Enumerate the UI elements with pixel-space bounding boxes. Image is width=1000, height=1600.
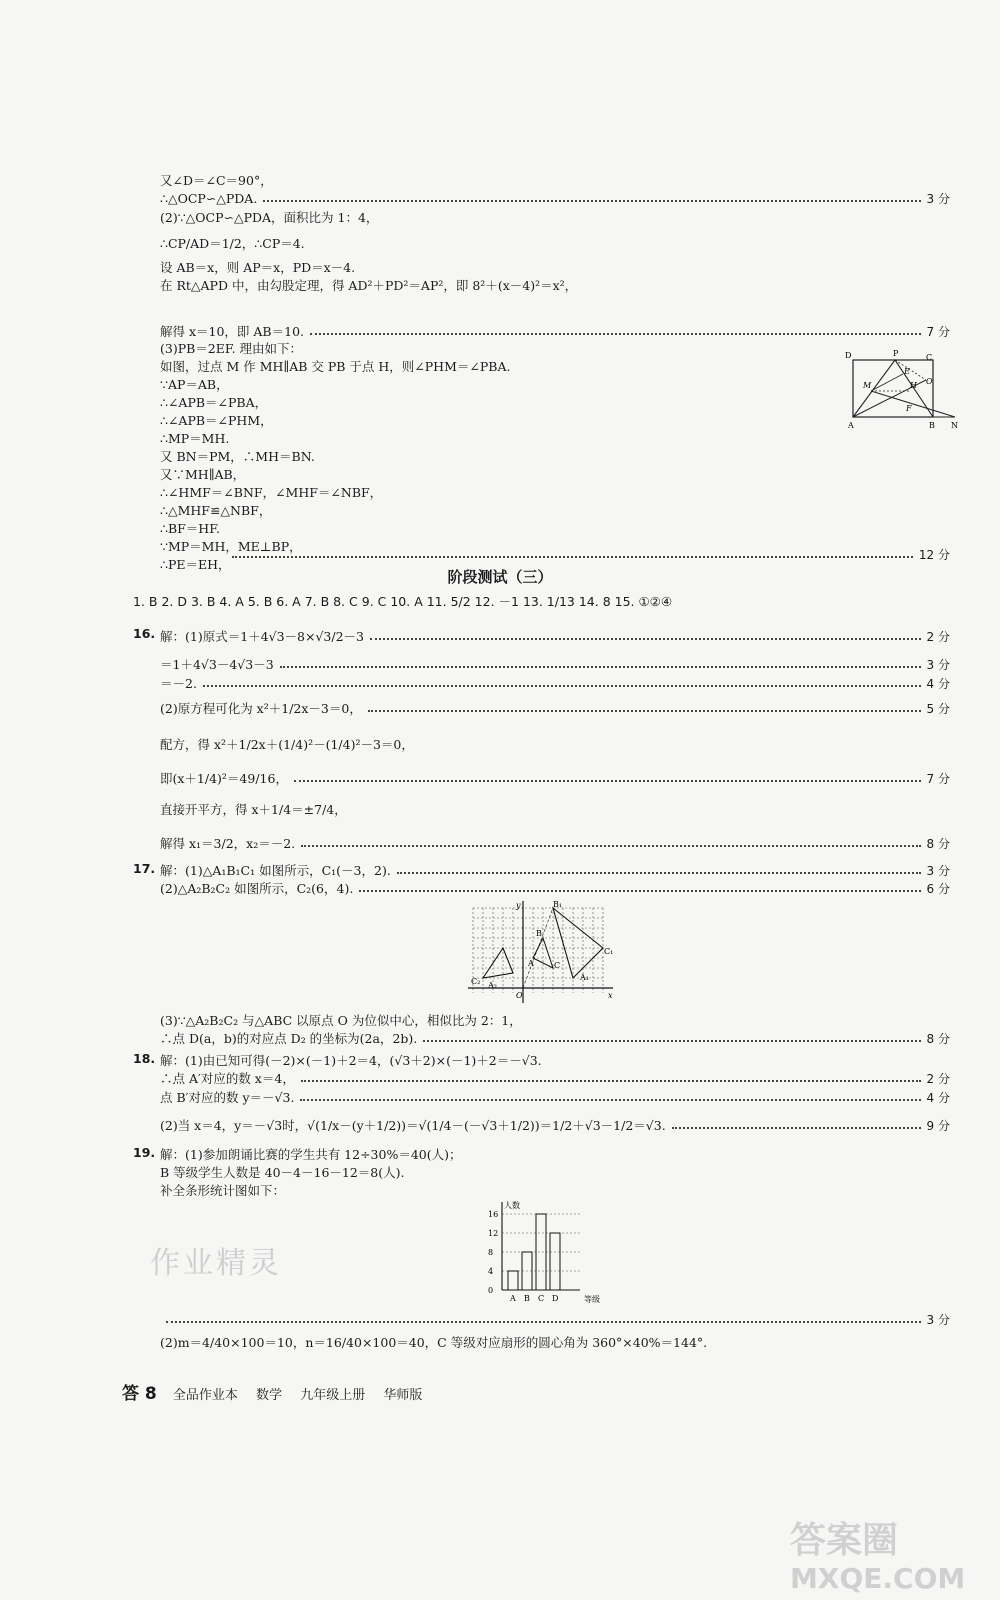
score: 2 分 [926,629,950,644]
ray-ob [523,908,553,988]
edition: 华师版 [383,1388,423,1403]
proof-line-scored: 解得 x＝10，即 AB＝10. 7 分 [160,324,950,339]
book-title: 全品作业本 [172,1388,238,1403]
triangle-a1b1c1 [483,948,513,978]
solution-line-scored: 解：(1)△A₁B₁C₁ 如图所示，C₁(－3，2). 3 分 [160,863,950,878]
watermark-url: MXQE.COM [790,1562,966,1595]
label-c1: C₁ [604,947,614,956]
label-n: N [951,421,958,430]
chart-y-tick: 16 [488,1210,499,1219]
proof-line: ∴MP＝MH. [160,431,230,446]
axis-label-y: y [516,901,521,910]
solution-line: 直接开平方，得 x＋1/4＝±7/4， [160,802,347,817]
score: 7 分 [926,324,950,339]
question-number: 16. [133,626,156,641]
watermark-logo: 答案圈 [790,1520,899,1561]
page-number: 答 8 [122,1384,157,1404]
page-footer [122,1379,436,1404]
label-h: H [910,381,917,390]
chart-x-tick: B [524,1294,530,1303]
solution-line-scored: (2)当 x＝4，y＝－√3时，√(1/x－(y＋1/2))＝√(1/4－(－√3＋1/2))＝1/2＋√3－1/2＝√3. 9 分 [160,1118,950,1133]
label-e: E [904,367,910,376]
chart-x-label: 等级 [584,1295,600,1304]
proof-line: ∴PE＝EH， [160,557,231,572]
proof-line-scored: ∴△OCP∽△PDA. 3 分 [160,190,950,206]
proof-line: ∵AP＝AB， [160,377,229,392]
solution-line: 解：(1)由已知可得(－2)×(－1)＋2＝4，(√3＋2)×(－1)＋2＝－√3. [160,1053,542,1068]
section-title: 阶段测试（三） [447,568,553,586]
score: 9 分 [926,1118,950,1133]
label-c: C [554,961,561,970]
question-number: 18. [133,1051,156,1066]
chart-y-label: 人数 [504,1201,520,1210]
watermark-text: 作业精灵 [150,1246,282,1281]
score: 3 分 [926,657,950,672]
origin-label: O [516,991,523,1000]
score: 12 分 [918,547,950,562]
label-b: B [929,421,935,430]
solution-line-scored: ＝－2. 4 分 [160,676,950,691]
chart-bar [508,1271,518,1290]
segment-mn [871,391,955,417]
score: 3 分 [926,191,950,206]
label-b1: B₁ [553,900,563,909]
score: 5 分 [926,701,950,716]
score: 2 分 [926,1071,950,1086]
solution-line: 配方，得 x²＋1/2x＋(1/4)²－(1/4)²－3＝0， [160,737,414,752]
label-f: F [906,404,912,413]
chart-x-tick: A [510,1294,516,1303]
solution-line: 解：(1)参加朗诵比赛的学生共有 12÷30%＝40(人)； [160,1147,462,1162]
proof-line: (3)PB＝2EF. 理由如下： [160,341,303,356]
solution-line-scored: ∴点 D(a，b)的对应点 D₂ 的坐标为(2a，2b). 8 分 [160,1031,950,1046]
solution-line-scored: 点 B′对应的数 y＝－√3. 4 分 [160,1090,950,1105]
chart-bar [536,1214,546,1290]
solution-line-scored: (2)△A₂B₂C₂ 如图所示，C₂(6，4). 6 分 [160,881,950,896]
proof-line: 又 BN＝PM，∴MH＝BN. [160,449,315,464]
proof-line: 又∠D＝∠C＝90°， [160,173,273,188]
solution-line: (2)m＝4/40×100＝10，n＝16/40×100＝40，C 等级对应扇形的圆心角为 360°×40%＝144°. [160,1335,708,1350]
label-a: A [848,421,854,430]
coordinate-grid-figure [468,898,618,1006]
proof-line: ∴∠APB＝∠PHM， [160,413,273,428]
proof-line: (2)∵△OCP∽△PDA，面积比为 1：4， [160,210,379,225]
answer-key: 1. B 2. D 3. B 4. A 5. B 6. A 7. B 8. C 9. C 10. A 11. 5/2 12. －1 13. 1/13 14. 8 15. ①②④ [133,594,673,609]
segment-po [895,360,926,380]
solution-line-scored: 解得 x₁＝3/2，x₂＝－2. 8 分 [160,836,950,851]
proof-line: 如图，过点 M 作 MH∥AB 交 PB 于点 H，则∠PHM＝∠PBA. [160,359,511,374]
proof-line: 在 Rt△APD 中，由勾股定理，得 AD²＋PD²＝AP²，即 8²＋(x－4)²＝x²， [160,278,578,293]
score: 4 分 [926,1090,950,1105]
score: 8 分 [926,1031,950,1046]
proof-line: ∵MP＝MH，ME⊥BP， [160,539,302,554]
solution-line: B 等级学生人数是 40－4－16－12＝8(人). [160,1165,405,1180]
proof-line: ∴∠HMF＝∠BNF，∠MHF＝∠NBF， [160,485,383,500]
bar-chart [480,1196,620,1308]
solution-line: 补全条形统计图如下： [160,1183,286,1198]
score: 3 分 [926,863,950,878]
chart-y-tick: 8 [488,1248,494,1257]
score: 6 分 [926,881,950,896]
proof-line-scored [160,545,950,563]
label-p: P [893,349,899,358]
solution-line-scored: ＝1＋4√3－4√3－3 3 分 [160,657,950,672]
question-number: 17. [133,861,156,876]
solution-line-scored: 即(x＋1/4)²＝49/16， 7 分 [160,771,950,786]
label-o: O [926,377,933,386]
label-b: B [536,929,542,938]
label-c2: C₂ [471,977,481,986]
label-a: A [528,959,534,968]
proof-line: ∴∠APB＝∠PBA， [160,395,268,410]
label-a2: A₂ [488,981,497,990]
segment-me [871,374,903,391]
chart-y-tick: 4 [488,1267,494,1276]
chart-x-tick: C [538,1294,545,1303]
proof-line: 设 AB＝x，则 AP＝x，PD＝x－4. [160,260,356,275]
chart-x-tick: D [552,1294,559,1303]
solution-line: (3)∵△A₂B₂C₂ 与△ABC 以原点 O 为位似中心，相似比为 2：1， [160,1013,522,1028]
geometry-figure [843,348,963,433]
score: 3 分 [926,1312,950,1327]
chart-y-tick: 0 [488,1286,494,1295]
label-c: C [926,353,933,362]
solution-line-scored: (2)原方程可化为 x²＋1/2x－3＝0， 5 分 [160,701,950,716]
label-d: D [845,351,852,360]
proof-line: ∴BF＝HF. [160,521,220,536]
grade: 九年级上册 [300,1388,366,1403]
solution-line-scored: ∴点 A′对应的数 x＝4， 2 分 [160,1071,950,1086]
chart-bar [550,1233,560,1290]
axis-label-x: x [608,991,613,1000]
triangle-a2b2c2 [553,908,603,978]
solution-line-scored: 解：(1)原式＝1＋4√3－8×√3/2－3 2 分 [160,629,950,644]
proof-line: 又∵MH∥AB， [160,467,246,482]
question-number: 19. [133,1145,156,1160]
proof-line: ∴△MHF≌△NBF， [160,503,272,518]
score: 8 分 [926,836,950,851]
subject: 数学 [256,1388,283,1403]
chart-y-tick: 12 [488,1229,499,1238]
label-m: M [863,381,872,390]
proof-line: ∴CP/AD＝1/2，∴CP＝4. [160,236,305,251]
score: 7 分 [926,771,950,786]
solution-line-scored [160,1310,950,1328]
label-a1: A₁ [580,973,589,982]
score: 4 分 [926,676,950,691]
